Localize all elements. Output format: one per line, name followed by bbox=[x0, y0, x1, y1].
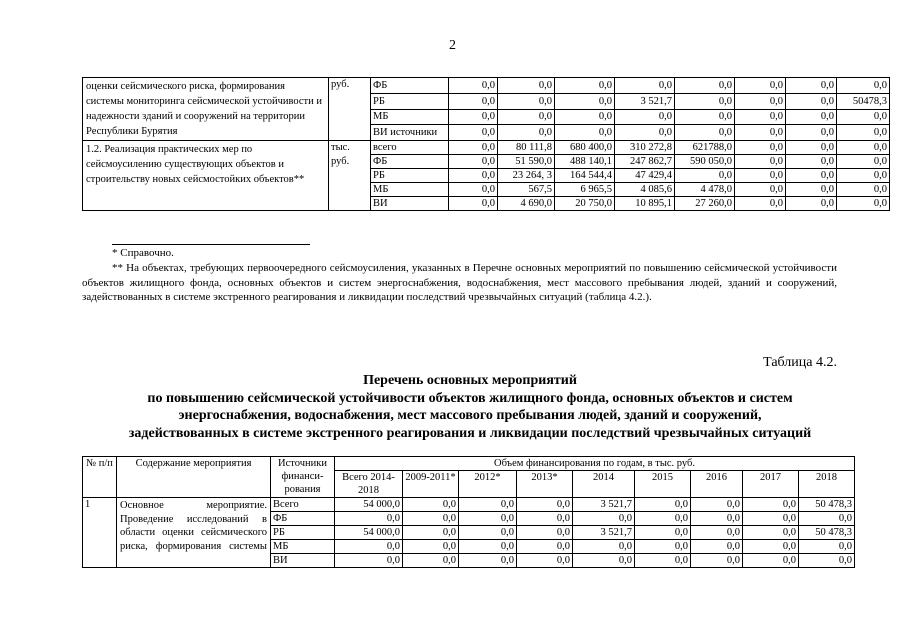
funding-source: ВИ bbox=[371, 197, 449, 211]
funding-value: 0,0 bbox=[691, 498, 743, 512]
funding-value: 310 272,8 bbox=[615, 141, 675, 155]
funding-source: РБ bbox=[371, 93, 449, 109]
funding-value: 0,0 bbox=[403, 554, 459, 568]
measure-description: 1.2. Реализация практических мер по сейсмоусилению существующих объектов и строительству новых сейсмостойких объектов** bbox=[83, 141, 329, 211]
funding-value: 0,0 bbox=[675, 109, 735, 125]
funding-value: 0,0 bbox=[786, 93, 837, 109]
funding-value: 488 140,1 bbox=[555, 155, 615, 169]
funding-value: 0,0 bbox=[403, 540, 459, 554]
funding-value: 0,0 bbox=[735, 93, 786, 109]
funding-value: 590 050,0 bbox=[675, 155, 735, 169]
funding-source: МБ bbox=[371, 109, 449, 125]
funding-value: 0,0 bbox=[837, 125, 890, 141]
funding-value: 0,0 bbox=[675, 169, 735, 183]
funding-value: 0,0 bbox=[635, 554, 691, 568]
funding-value: 4 085,6 bbox=[615, 183, 675, 197]
funding-value: 0,0 bbox=[615, 109, 675, 125]
funding-value: 0,0 bbox=[837, 183, 890, 197]
funding-source: МБ bbox=[371, 183, 449, 197]
funding-value: 4 478,0 bbox=[675, 183, 735, 197]
funding-value: 80 111,8 bbox=[498, 141, 555, 155]
row-number: 1 bbox=[83, 498, 117, 568]
funding-value: 0,0 bbox=[498, 125, 555, 141]
funding-value: 0,0 bbox=[675, 93, 735, 109]
funding-value: 0,0 bbox=[799, 554, 855, 568]
funding-value: 0,0 bbox=[799, 540, 855, 554]
funding-source: ФБ bbox=[371, 155, 449, 169]
funding-value: 0,0 bbox=[498, 78, 555, 94]
funding-value: 0,0 bbox=[555, 109, 615, 125]
funding-value: 0,0 bbox=[735, 155, 786, 169]
header-funding: Объем финансирования по годам, в тыс. руб. bbox=[335, 457, 855, 471]
funding-value: 0,0 bbox=[635, 512, 691, 526]
funding-value: 0,0 bbox=[449, 141, 498, 155]
funding-value: 0,0 bbox=[449, 183, 498, 197]
header-year: 2015 bbox=[635, 471, 691, 498]
funding-value: 0,0 bbox=[449, 169, 498, 183]
funding-source: ВИ bbox=[271, 554, 335, 568]
header-year: 2018 bbox=[799, 471, 855, 498]
funding-value: 0,0 bbox=[449, 125, 498, 141]
funding-value: 0,0 bbox=[498, 93, 555, 109]
funding-value: 0,0 bbox=[517, 540, 573, 554]
funding-value: 0,0 bbox=[743, 498, 799, 512]
funding-value: 0,0 bbox=[837, 141, 890, 155]
funding-source: всего bbox=[371, 141, 449, 155]
header-year: 2016 bbox=[691, 471, 743, 498]
measure-unit: тыс. руб. bbox=[329, 141, 371, 211]
funding-value: 0,0 bbox=[449, 93, 498, 109]
funding-value: 0,0 bbox=[837, 169, 890, 183]
funding-value: 0,0 bbox=[635, 498, 691, 512]
funding-value: 0,0 bbox=[691, 540, 743, 554]
funding-value: 0,0 bbox=[635, 526, 691, 540]
funding-value: 0,0 bbox=[449, 197, 498, 211]
funding-value: 0,0 bbox=[459, 540, 517, 554]
funding-value: 0,0 bbox=[517, 512, 573, 526]
funding-value: 0,0 bbox=[498, 109, 555, 125]
funding-value: 0,0 bbox=[691, 526, 743, 540]
funding-value: 6 965,5 bbox=[555, 183, 615, 197]
funding-value: 0,0 bbox=[555, 78, 615, 94]
measure-unit: руб. bbox=[329, 78, 371, 141]
funding-value: 164 544,4 bbox=[555, 169, 615, 183]
funding-value: 0,0 bbox=[786, 109, 837, 125]
funding-value: 20 750,0 bbox=[555, 197, 615, 211]
funding-value: 47 429,4 bbox=[615, 169, 675, 183]
funding-source: РБ bbox=[371, 169, 449, 183]
funding-value: 0,0 bbox=[459, 512, 517, 526]
funding-value: 50478,3 bbox=[837, 93, 890, 109]
funding-value: 0,0 bbox=[449, 78, 498, 94]
funding-value: 0,0 bbox=[459, 554, 517, 568]
funding-value: 0,0 bbox=[517, 526, 573, 540]
funding-value: 0,0 bbox=[573, 512, 635, 526]
funding-value: 0,0 bbox=[735, 141, 786, 155]
table-row bbox=[83, 78, 890, 94]
header-year: 2017 bbox=[743, 471, 799, 498]
funding-value: 0,0 bbox=[517, 554, 573, 568]
funding-value: 0,0 bbox=[403, 498, 459, 512]
funding-value: 3 521,7 bbox=[573, 498, 635, 512]
funding-value: 0,0 bbox=[335, 512, 403, 526]
funding-value: 0,0 bbox=[837, 155, 890, 169]
funding-value: 680 400,0 bbox=[555, 141, 615, 155]
funding-value: 0,0 bbox=[449, 155, 498, 169]
header-year: 2014 bbox=[573, 471, 635, 498]
funding-value: 0,0 bbox=[786, 155, 837, 169]
heading-line-1: Перечень основных мероприятий bbox=[363, 373, 577, 388]
funding-value: 4 690,0 bbox=[498, 197, 555, 211]
funding-value: 0,0 bbox=[786, 78, 837, 94]
header-content: Содержание мероприятия bbox=[117, 457, 271, 498]
funding-value: 3 521,7 bbox=[615, 93, 675, 109]
funding-value: 0,0 bbox=[837, 197, 890, 211]
funding-value: 0,0 bbox=[786, 197, 837, 211]
measure-description: оценки сейсмического риска, формирования системы мониторинга сейсмической устойчивости и надежности зданий и сооружений на территории Республики Бурятия bbox=[83, 78, 329, 141]
funding-value: 0,0 bbox=[786, 183, 837, 197]
funding-value: 0,0 bbox=[786, 169, 837, 183]
funding-source: РБ bbox=[271, 526, 335, 540]
funding-value: 10 895,1 bbox=[615, 197, 675, 211]
funding-value: 0,0 bbox=[735, 125, 786, 141]
page-number: 2 bbox=[449, 38, 456, 53]
funding-value: 54 000,0 bbox=[335, 526, 403, 540]
funding-value: 0,0 bbox=[555, 125, 615, 141]
funding-value: 0,0 bbox=[799, 512, 855, 526]
funding-value: 0,0 bbox=[675, 78, 735, 94]
funding-value: 51 590,0 bbox=[498, 155, 555, 169]
funding-value: 0,0 bbox=[573, 554, 635, 568]
funding-source: Всего bbox=[271, 498, 335, 512]
measures-table bbox=[82, 456, 855, 568]
header-year: 2009-2011* bbox=[403, 471, 459, 498]
funding-value: 0,0 bbox=[837, 78, 890, 94]
funding-value: 0,0 bbox=[675, 125, 735, 141]
funding-value: 0,0 bbox=[449, 109, 498, 125]
funding-value: 0,0 bbox=[735, 78, 786, 94]
funding-value: 0,0 bbox=[743, 512, 799, 526]
header-sources: Источники финанси-рования bbox=[271, 457, 335, 498]
funding-value: 0,0 bbox=[743, 540, 799, 554]
table-label: Таблица 4.2. bbox=[763, 355, 837, 370]
footnote-1: * Справочно. bbox=[112, 247, 174, 259]
footnote-2: ** На объектах, требующих первоочередного сейсмоусиления, указанных в Перечне основных мероприятий по повышению сейсмической устойчивости объектов жилищного фонда, основных объектов и систем энергоснабжения, водоснабжения, мест массового пребывания людей, зданий и сооружений, задействованных в системе экстренного реагирования и ликвидации последствий чрезвычайных ситуаций (таблица 4.2.). bbox=[82, 262, 837, 303]
funding-value: 0,0 bbox=[786, 141, 837, 155]
funding-value: 0,0 bbox=[335, 540, 403, 554]
funding-value: 0,0 bbox=[691, 512, 743, 526]
footnote-separator bbox=[112, 244, 310, 245]
funding-source: ВИ источники bbox=[371, 125, 449, 141]
funding-value: 0,0 bbox=[743, 554, 799, 568]
measure-description: Основное мероприятие. Проведение исследований в области оценки сейсмического риска, формирования системы bbox=[117, 498, 271, 568]
funding-value: 0,0 bbox=[635, 540, 691, 554]
table-heading bbox=[60, 372, 880, 442]
funding-value: 50 478,3 bbox=[799, 526, 855, 540]
funding-value: 0,0 bbox=[735, 197, 786, 211]
funding-value: 0,0 bbox=[786, 125, 837, 141]
heading-line-4: задействованных в системе экстренного реагирования и ликвидации последствий чрезвычайных ситуаций bbox=[128, 425, 812, 441]
header-year: 2012* bbox=[459, 471, 517, 498]
funding-value: 0,0 bbox=[735, 183, 786, 197]
funding-value: 50 478,3 bbox=[799, 498, 855, 512]
funding-value: 0,0 bbox=[403, 512, 459, 526]
heading-line-2: по повышению сейсмической устойчивости объектов жилищного фонда, основных объектов и систем bbox=[147, 390, 793, 406]
funding-value: 23 264, 3 bbox=[498, 169, 555, 183]
funding-value: 0,0 bbox=[403, 526, 459, 540]
funding-value: 0,0 bbox=[735, 169, 786, 183]
header-year: Всего 2014-2018 bbox=[335, 471, 403, 498]
funding-value: 0,0 bbox=[837, 109, 890, 125]
funding-value: 0,0 bbox=[573, 540, 635, 554]
funding-value: 27 260,0 bbox=[675, 197, 735, 211]
funding-value: 0,0 bbox=[735, 109, 786, 125]
funding-value: 0,0 bbox=[615, 78, 675, 94]
funding-value: 54 000,0 bbox=[335, 498, 403, 512]
funding-source: МБ bbox=[271, 540, 335, 554]
table-row bbox=[83, 498, 855, 512]
header-num: № п/п bbox=[83, 457, 117, 498]
funding-value: 0,0 bbox=[335, 554, 403, 568]
funding-value: 0,0 bbox=[517, 498, 573, 512]
funding-source: ФБ bbox=[371, 78, 449, 94]
funding-value: 3 521,7 bbox=[573, 526, 635, 540]
funding-value: 567,5 bbox=[498, 183, 555, 197]
funding-value: 0,0 bbox=[555, 93, 615, 109]
heading-line-3: энергоснабжения, водоснабжения, мест массового пребывания людей, зданий и сооружений, bbox=[178, 408, 762, 423]
funding-table-continued bbox=[82, 77, 890, 211]
funding-value: 0,0 bbox=[743, 526, 799, 540]
funding-value: 0,0 bbox=[691, 554, 743, 568]
table-row bbox=[83, 141, 890, 155]
funding-value: 247 862,7 bbox=[615, 155, 675, 169]
funding-value: 0,0 bbox=[459, 526, 517, 540]
funding-value: 621788,0 bbox=[675, 141, 735, 155]
funding-source: ФБ bbox=[271, 512, 335, 526]
funding-value: 0,0 bbox=[615, 125, 675, 141]
funding-value: 0,0 bbox=[459, 498, 517, 512]
header-year: 2013* bbox=[517, 471, 573, 498]
